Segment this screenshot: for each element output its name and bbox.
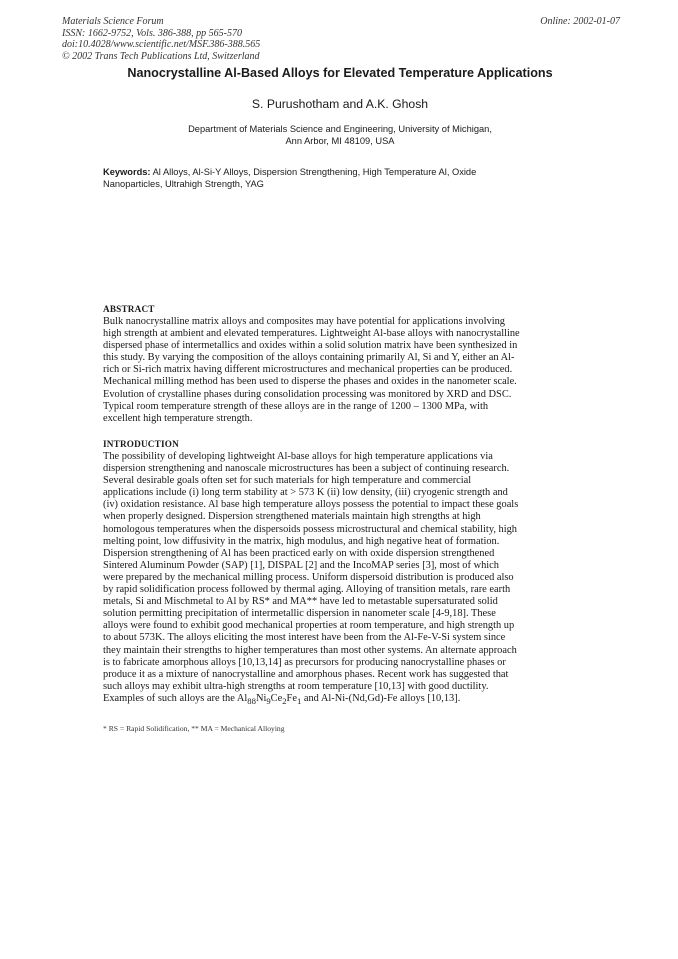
intro-line: applications include (i) long term stability at > 573 K (ii) low density, (iii) cryogenic strength and — [103, 487, 508, 499]
intro-line: were prepared by the mechanical milling process. Uniform dispersoid distribution is produced also — [103, 571, 514, 583]
intro-line: to about 573K. The alloys eliciting the most interest have been from the Al-Fe-V-Si system since — [103, 632, 506, 644]
intro-text: Ni — [255, 692, 267, 704]
abstract-line: Bulk nanocrystalline matrix alloys and composites may have potential for applications involving — [103, 316, 505, 327]
affiliation — [60, 123, 620, 147]
intro-last-line — [103, 693, 549, 705]
intro-line: (iv) oxidation resistance. Al base high temperature alloys possess the potential to impact these goals — [103, 499, 519, 511]
keywords — [103, 166, 573, 190]
intro-line: The possibility of developing lightweight Al-base alloys for high temperature applications via — [103, 451, 493, 462]
introduction-heading: INTRODUCTION — [103, 439, 179, 449]
subscript: 1 — [296, 695, 302, 705]
intro-line: produce it as a mixture of nanocrystalline and amorphous phases. Recent work has suggested that — [103, 668, 509, 680]
issn-line: ISSN: 1662-9752, Vols. 386-388, pp 565-570 — [62, 27, 242, 39]
intro-line: Several desirable goals often set for such materials for high temperature and commercial — [103, 475, 472, 487]
intro-line: metals, Si and Mischmetal to Al by RS* and MA** have led to metastable supersaturated solid — [103, 596, 498, 608]
intro-line: homologous temperatures when the dispersoids possess microstructural and chemical stability, high — [103, 523, 518, 535]
keywords-label: Keywords: — [103, 167, 151, 177]
intro-line: they maintain their strengths to higher temperatures than most other systems. An alternate approach — [103, 644, 517, 656]
authors: S. Purushotham and A.K. Ghosh — [251, 97, 429, 111]
keywords-text: Al Alloys, Al-Si-Y Alloys, Dispersion Strengthening, High Temperature Al, Oxide — [152, 167, 477, 177]
affiliation-line: Ann Arbor, MI 48109, USA — [285, 136, 395, 146]
intro-line: melting point, low diffusivity in the matrix, high modulus, and high negative heat of formation. — [103, 535, 500, 547]
abstract-line: this study. By varying the composition of the alloys containing primarily Al, Si and Y, either an Al- — [103, 352, 515, 364]
paper-title: Nanocrystalline Al-Based Alloys for Elevated Temperature Applications — [127, 66, 553, 80]
online-date: Online: 2002-01-07 — [540, 16, 620, 27]
intro-line: when properly designed. Dispersion strengthened materials maintain high strengths at high — [103, 511, 481, 523]
intro-line: dispersion strengthening and nanoscale microstructures has been a subject of continuing research. — [103, 463, 510, 475]
intro-line: solution permitting precipitation of intermetallic dispersion in nanometer scale [4-9,18]. These — [103, 608, 496, 620]
subscript: 9 — [266, 695, 271, 705]
abstract-line: excellent high temperature strength. — [103, 412, 253, 424]
keywords-text: Nanoparticles, Ultrahigh Strength, YAG — [103, 179, 264, 189]
intro-line: is to fabricate amorphous alloys [10,13,14] as precursors for producing nanocrystalline phases or — [103, 656, 506, 668]
intro-text: Fe — [286, 692, 297, 704]
journal-name: Materials Science Forum — [62, 16, 164, 27]
abstract-line: rich or Si-rich matrix having different microstructures and mechanical properties can be produced. — [103, 364, 513, 376]
intro-line: Dispersion strengthening of Al has been practiced early on with oxide dispersion strengthened — [103, 547, 495, 559]
abstract-line: dispersed phase of intermetallics and oxides within a solid solution matrix have been synthesized in — [103, 340, 518, 352]
abstract-line: Typical room temperature strength of these alloys are in the range of 1200 – 1300 MPa, with — [103, 400, 489, 412]
affiliation-line: Department of Materials Science and Engineering, University of Michigan, — [188, 124, 492, 134]
abstract-line: Evolution of crystalline phases during consolidation processing was monitored by XRD and DSC. — [103, 388, 512, 400]
intro-line: by rapid solidification process followed by thermal aging. Alloying of transition metals, rare earth — [103, 584, 511, 596]
journal-header — [62, 16, 422, 62]
introduction-body — [103, 451, 549, 705]
doi-line: doi:10.4028/www.scientific.net/MSF.386-388.565 — [62, 39, 261, 50]
abstract-line: high strength at ambient and elevated temperatures. Lightweight Al-base alloys with nanocrystalline — [103, 328, 520, 340]
subscript: 88 — [247, 695, 256, 705]
abstract-body — [103, 316, 549, 425]
copyright-line: © 2002 Trans Tech Publications Ltd, Switzerland — [62, 50, 260, 62]
intro-text: Examples of such alloys are the Al — [103, 692, 248, 704]
intro-line: Sintered Aluminum Powder (SAP) [1], DISPAL [2] and the IncoMAP series [3], most of which — [103, 559, 499, 571]
intro-line: such alloys may exhibit ultra-high strengths at room temperature [10,13] with good ductility. — [103, 680, 489, 692]
subscript: 2 — [282, 695, 287, 705]
intro-line: alloys were found to exhibit good mechanical properties at room temperature, and high strength up — [103, 620, 515, 632]
abstract-heading: ABSTRACT — [103, 304, 155, 314]
intro-text: and Al-Ni-(Nd,Gd)-Fe alloys [10,13]. — [301, 692, 461, 704]
intro-text: Ce — [270, 692, 283, 704]
footnote: * RS = Rapid Solidification, ** MA = Mechanical Alloying — [103, 724, 285, 733]
abstract-line: Mechanical milling method has been used to disperse the phases and oxides in the nanometer scale. — [103, 376, 517, 388]
